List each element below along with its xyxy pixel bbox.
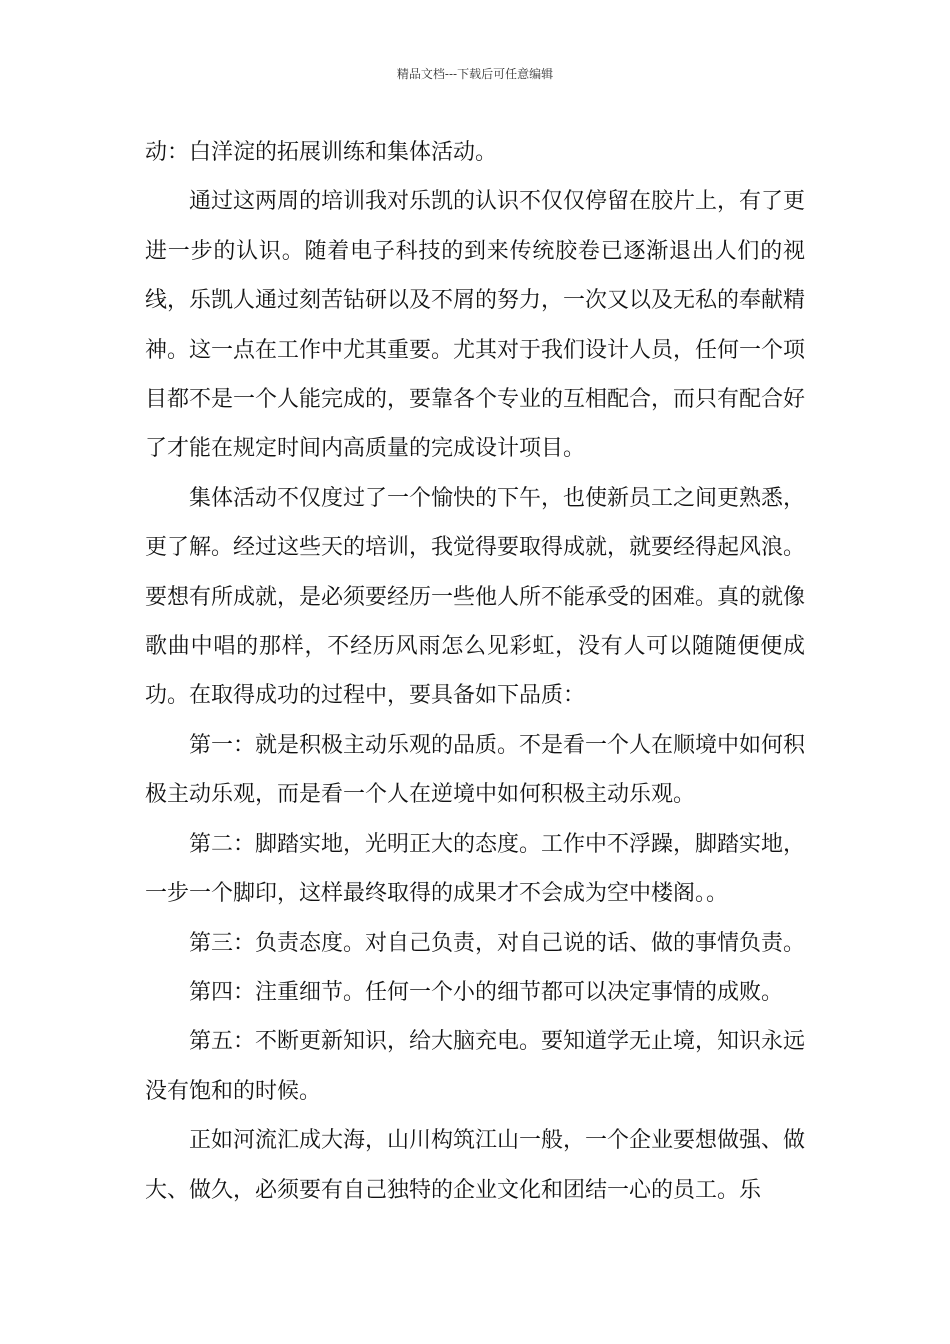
- paragraph-7: 第四：注重细节。任何一个小的细节都可以决定事情的成败。: [189, 979, 784, 1005]
- paragraph-1: 动：白洋淀的拓展训练和集体活动。: [145, 140, 498, 165]
- paragraph-8: 第五：不断更新知识，给大脑充电。要知道学无止境，知识永远没有饱和的时候。: [145, 1029, 806, 1104]
- paragraph-6: 第三：负责态度。对自己负责，对自己说的话、做的事情负责。: [189, 930, 806, 956]
- paragraph-9: 正如河流汇成大海，山川构筑江山一般，一个企业要想做强、做大、做久，必须要有自己独特的企业文化和团结一心的员工。乐: [145, 1128, 806, 1203]
- page-header: 精品文档---下载后可任意编辑: [396, 67, 554, 81]
- document-body: [145, 128, 805, 1215]
- paragraph-4: 第一：就是积极主动乐观的品质。不是看一个人在顺境中如何积极主动乐观，而是看一个人在逆境中如何积极主动乐观。: [145, 732, 806, 808]
- paragraph-2: 通过这两周的培训我对乐凯的认识不仅仅停留在胶片上，有了更进一步的认识。随着电子科技的到来传统胶卷已逐渐退出人们的视线，乐凯人通过刻苦钻研以及不屑的努力，一次又以及无私的奉献精神。这一点在工作中尤其重要。尤其对于我们设计人员，任何一个项目都不是一个人能完成的，要靠各个专业的互相配合，而只有配合好了才能在规定时间内高质量的完成设计项目。: [145, 189, 806, 462]
- paragraph-3: 集体活动不仅度过了一个愉快的下午，也使新员工之间更熟悉，更了解。经过这些天的培训，我觉得要取得成就，就要经得起风浪。要想有所成就，是必须要经历一些他人所不能承受的困难。真的就像歌曲中唱的那样，不经历风雨怎么见彩虹，没有人可以随随便便成功。在取得成功的过程中，要具备如下品质：: [145, 485, 806, 709]
- paragraph-5: 第二：脚踏实地，光明正大的态度。工作中不浮躁，脚踏实地，一步一个脚印，这样最终取得的成果才不会成为空中楼阁。。: [145, 831, 806, 907]
